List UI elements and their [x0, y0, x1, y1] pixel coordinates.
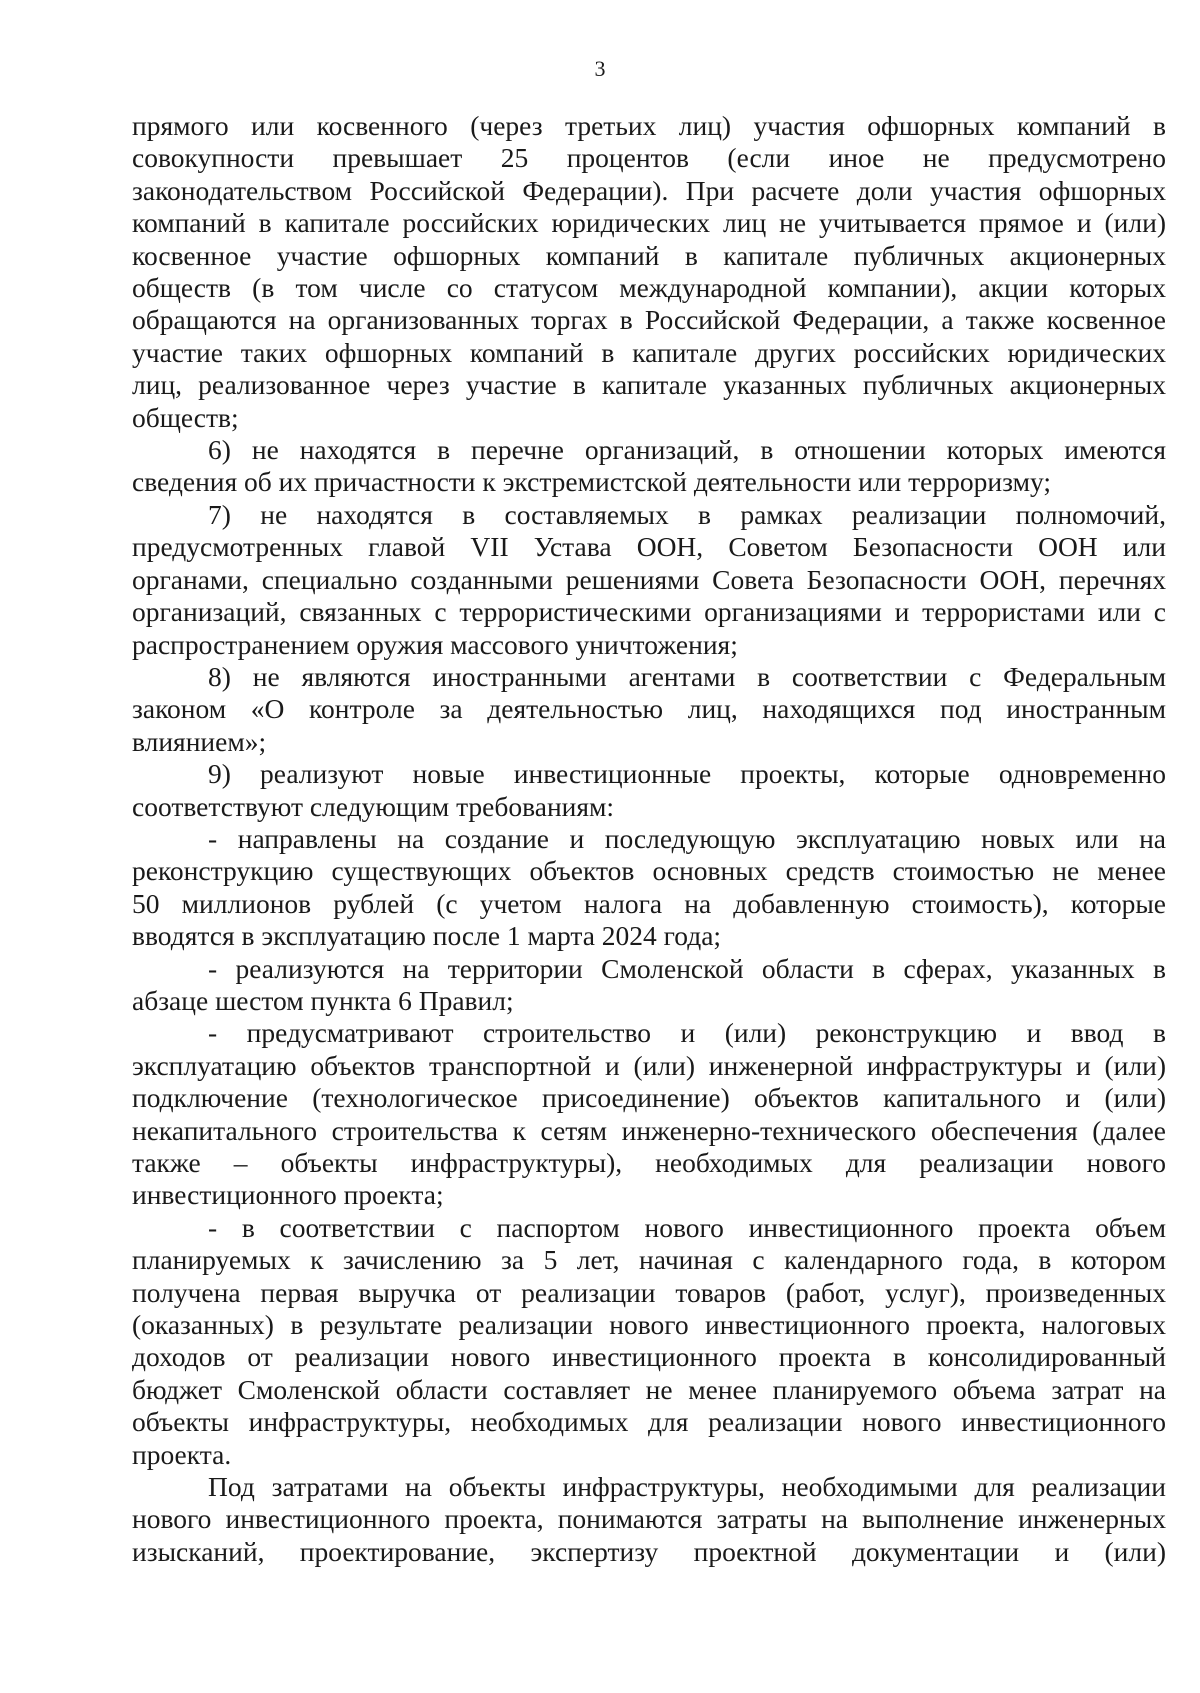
text-line: организаций, связанных с террористическими организациями и террористами или с: [132, 596, 1166, 628]
text-line: инвестиционного проекта;: [132, 1179, 444, 1211]
text-line: соответствуют следующим требованиям:: [132, 790, 615, 822]
text-line: 8) не являются иностранными агентами в соответствии с Федеральным: [208, 660, 1166, 692]
text-line: - предусматривают строительство и (или) реконструкцию и ввод в: [208, 1017, 1166, 1049]
text-line: законом «О контроле за деятельностью лиц, находящихся под иностранным: [132, 693, 1166, 725]
text-line: участие таких офшорных компаний в капитале других российских юридических: [132, 336, 1166, 368]
text-line: компаний в капитале российских юридических лиц не учитывается прямое и (или): [132, 207, 1166, 239]
text-line: 7) не находятся в составляемых в рамках реализации полномочий,: [208, 498, 1166, 530]
text-line: обращаются на организованных торгах в Российской Федерации, а также косвенное: [132, 304, 1166, 336]
text-line: обществ;: [132, 401, 239, 433]
text-line: законодательством Российской Федерации). При расчете доли участия офшорных: [132, 174, 1166, 206]
text-line: лиц, реализованное через участие в капитале указанных публичных акционерных: [132, 369, 1166, 401]
text-line: предусмотренных главой VII Устава ООН, Советом Безопасности ООН или: [132, 531, 1166, 563]
text-line: также – объекты инфраструктуры), необходимых для реализации нового: [132, 1147, 1166, 1178]
text-line: совокупности превышает 25 процентов (если иное не предусмотрено: [132, 142, 1166, 174]
text-line: проекта.: [132, 1438, 232, 1470]
text-line: прямого или косвенного (через третьих лиц) участия офшорных компаний в: [132, 110, 1166, 141]
text-line: (оказанных) в результате реализации нового инвестиционного проекта, налоговых: [132, 1309, 1166, 1341]
text-line: доходов от реализации нового инвестиционного проекта в консолидированный: [132, 1341, 1166, 1373]
document-body: [132, 110, 1166, 1568]
text-line: - реализуются на территории Смоленской области в сферах, указанных в: [208, 952, 1166, 984]
text-line: реконструкцию существующих объектов основных средств стоимостью не менее: [132, 855, 1166, 887]
text-line: 50 миллионов рублей (с учетом налога на добавленную стоимость), которые: [132, 887, 1166, 919]
text-line: Под затратами на объекты инфраструктуры, необходимыми для реализации: [208, 1471, 1166, 1503]
text-line: планируемых к зачислению за 5 лет, начиная с календарного года, в котором: [132, 1244, 1166, 1276]
text-line: 9) реализуют новые инвестиционные проекты, которые одновременно: [208, 758, 1166, 790]
text-line: объекты инфраструктуры, необходимых для реализации нового инвестиционного: [132, 1406, 1166, 1438]
text-line: распространением оружия массового уничтожения;: [132, 628, 738, 660]
text-line: органами, специально созданными решениями Совета Безопасности ООН, перечнях: [132, 563, 1166, 595]
text-line: некапитального строительства к сетям инженерно-технического обеспечения (далее: [132, 1114, 1166, 1146]
text-line: подключение (технологическое присоединение) объектов капитального и (или): [132, 1082, 1166, 1114]
text-line: бюджет Смоленской области составляет не менее планируемого объема затрат на: [132, 1373, 1166, 1405]
text-line: нового инвестиционного проекта, понимаются затраты на выполнение инженерных: [132, 1503, 1166, 1535]
text-line: сведения об их причастности к экстремистской деятельности или терроризму;: [132, 466, 1051, 498]
text-line: - направлены на создание и последующую эксплуатацию новых или на: [208, 822, 1166, 854]
text-line: эксплуатацию объектов транспортной и (или) инженерной инфраструктуры и (или): [132, 1049, 1166, 1081]
text-line: абзаце шестом пункта 6 Правил;: [132, 984, 514, 1016]
text-line: изысканий, проектирование, экспертизу проектной документации и (или): [132, 1535, 1166, 1567]
text-line: вводятся в эксплуатацию после 1 марта 2024 года;: [132, 920, 722, 952]
text-line: влиянием»;: [132, 725, 267, 757]
text-line: обществ (в том числе со статусом международной компании), акции которых: [132, 272, 1166, 304]
page-number: 3: [594, 56, 606, 81]
text-line: - в соответствии с паспортом нового инвестиционного проекта объем: [208, 1211, 1166, 1243]
text-line: получена первая выручка от реализации товаров (работ, услуг), произведенных: [132, 1276, 1166, 1308]
text-line: 6) не находятся в перечне организаций, в отношении которых имеются: [208, 434, 1166, 466]
text-line: косвенное участие офшорных компаний в капитале публичных акционерных: [132, 239, 1166, 271]
